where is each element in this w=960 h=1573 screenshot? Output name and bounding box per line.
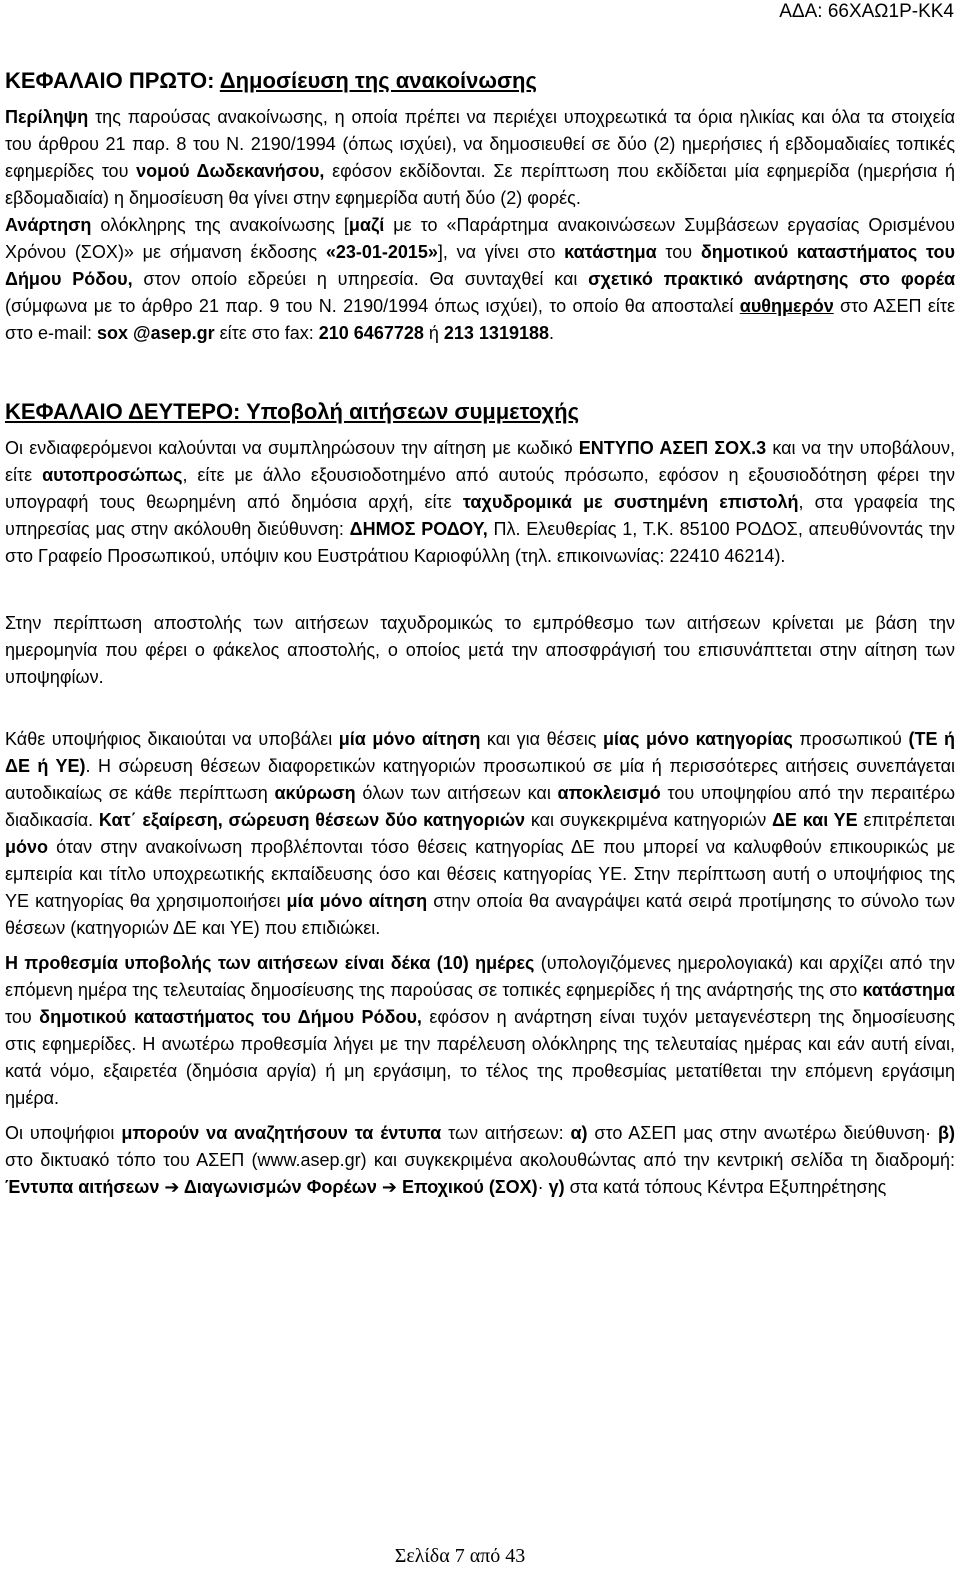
chapter-1-heading: ΚΕΦΑΛΑΙΟ ΠΡΩΤΟ: Δημοσίευση της ανακοίνωσης [5,68,537,93]
chapter-2-paragraph-3: Κάθε υποψήφιος δικαιούται να υποβάλει μία μόνο αίτηση και για θέσεις μίας μόνο κατηγορίας προσωπικού (ΤΕ ή ΔΕ ή ΥΕ). Η σώρευση θέσεων διαφορετικών κατηγοριών προσωπικού σε μία ή περισσότερες αιτήσεις συνεπάγεται αυτοδικαίως σε κάθε περίπτωση ακύρωση όλων των αιτήσεων και αποκλεισμό του υποψηφίου από την περαιτέρω διαδικασία. Κατ΄ εξαίρεση, σώρευση θέσεων δύο κατηγοριών και συγκεκριμένα κατηγοριών ΔΕ και ΥΕ επιτρέπεται μόνο όταν στην ανακοίνωση προβλέπονται τόσο θέσεις κατηγορίας ΔΕ που μπορεί να καλυφθούν επικουρικώς με εμπειρία και τίτλο υποχρεωτικής εκπαίδευσης όσο και θέσεις κατηγορίας ΥΕ. Στην περίπτωση αυτή ο υποψήφιος της ΥΕ κατηγορίας θα χρησιμοποιήσει μία μόνο αίτηση στην οποία θα αναγράψει κατά σειρά προτίμησης το σύνολο των θέσεων (κατηγοριών ΔΕ και ΥΕ) που επιδιώκει. [5,729,956,938]
chapter-1-paragraph-1: Περίληψη της παρούσας ανακοίνωσης, η οποία πρέπει να περιέχει υποχρεωτικά τα όρια ηλικίας και όλα τα στοιχεία του άρθρου 21 παρ. 8 του Ν. 2190/1994 (όπως ισχύει), να δημοσιευθεί σε δύο (2) ημερήσιες ή εβδομαδιαίες τοπικές εφημερίδες του νομού Δωδεκανήσου, εφόσον εκδίδονται. Σε περίπτωση που εκδίδεται μία εφημερίδα (ημερήσια ή εβδομαδιαία) η δημοσίευση θα γίνει στην εφημερίδα αυτή δύο (2) φορές. [5,107,955,208]
arrow-right-icon: ➔ [376,1177,402,1197]
chapter-2-paragraph-1: Οι ενδιαφερόμενοι καλούνται να συμπληρώσουν την αίτηση με κωδικό ΕΝΤΥΠΟ ΑΣΕΠ ΣΟΧ.3 και να την υποβάλουν, είτε αυτοπροσώπως, είτε με άλλο εξουσιοδοτημένο από αυτούς πρόσωπο, εφόσον η εξουσιοδότηση φέρει την υπογραφή τους θεωρημένη από δημόσια αρχή, είτε ταχυδρομικά με συστημένη επιστολή, στα γραφεία της υπηρεσίας μας στην ακόλουθη διεύθυνση: ΔΗΜΟΣ ΡΟΔΟΥ, Πλ. Ελευθερίας 1, Τ.Κ. 85100 ΡΟΔΟΣ, απευθύνοντάς την στο Γραφείο Προσωπικού, υπόψιν κου Ευστράτιου Καριοφύλλη (τηλ. επικοινωνίας: 22410 46214). [5,438,956,566]
document-body [5,66,955,1201]
chapter-1-paragraph-2: Ανάρτηση ολόκληρης της ανακοίνωσης [μαζί με το «Παράρτημα ανακοινώσεων Συμβάσεων εργασίας Ορισμένου Χρόνου (ΣΟΧ)» με σήμανση έκδοσης «23-01-2015»], να γίνει στο κατάστημα του δημοτικού καταστήματος του Δήμου Ρόδου, στον οποίο εδρεύει η υπηρεσία. Θα συνταχθεί και σχετικό πρακτικό ανάρτησης στο φορέα (σύμφωνα με το άρθρο 21 παρ. 9 του Ν. 2190/1994 όπως ισχύει), το οποίο θα αποσταλεί αυθημερόν στο ΑΣΕΠ είτε στο e-mail: sox @asep.gr είτε στο fax: 210 6467728 ή 213 1319188. [5,215,956,343]
page-number: Σελίδα 7 από 43 [394,1545,526,1567]
chapter-2-heading: ΚΕΦΑΛΑΙΟ ΔΕΥΤΕΡΟ: Υποβολή αιτήσεων συμμετοχής [5,399,580,424]
chapter-2-paragraph-2: Στην περίπτωση αποστολής των αιτήσεων ταχυδρομικώς το εμπρόθεσμο των αιτήσεων κρίνεται με βάση την ημερομηνία που φέρει ο φάκελος αποστολής, ο οποίος μετά την αποσφράγισή του επισυνάπτεται στην αίτηση των υποψηφίων. [5,613,955,687]
chapter-2-paragraph-4: Η προθεσμία υποβολής των αιτήσεων είναι δέκα (10) ημέρες (υπολογιζόμενες ημερολογιακά) και αρχίζει από την επόμενη ημέρα της τελευταίας δημοσίευσης της παρούσας σε τοπικές εφημερίδες ή της ανάρτησής της στο κατάστημα του δημοτικού καταστήματος του Δήμου Ρόδου, εφόσον η ανάρτηση είναι τυχόν μεταγενέστερη της δημοσίευσης στις εφημερίδες. Η ανωτέρω προθεσμία λήγει με την παρέλευση ολόκληρης της τελευταίας ημέρας και εάν αυτή είναι, κατά νόμο, εξαιρετέα (δημόσια αργία) ή μη εργάσιμη, το τέλος της προθεσμίας μετατίθεται την επόμενη εργάσιμη ημέρα. [5,953,955,1108]
arrow-right-icon: ➔ [159,1177,184,1197]
ada-code: ΑΔΑ: 66ΧΑΩ1Ρ-ΚΚ4 [779,1,954,22]
chapter-2-paragraph-5: Οι υποψήφιοι μπορούν να αναζητήσουν τα έντυπα των αιτήσεων: α) στο ΑΣΕΠ μας στην ανωτέρω διεύθυνση· β) στο δικτυακό τόπο του ΑΣΕΠ (www.asep.gr) και συγκεκριμένα ακολουθώντας από την κεντρική σελίδα τη διαδρομή: Έντυπα αιτήσεων ➔ Διαγωνισμών Φορέων ➔ Εποχικού (ΣΟΧ)· γ) στα κατά τόπους Κέντρα Εξυπηρέτησης [5,1123,955,1197]
